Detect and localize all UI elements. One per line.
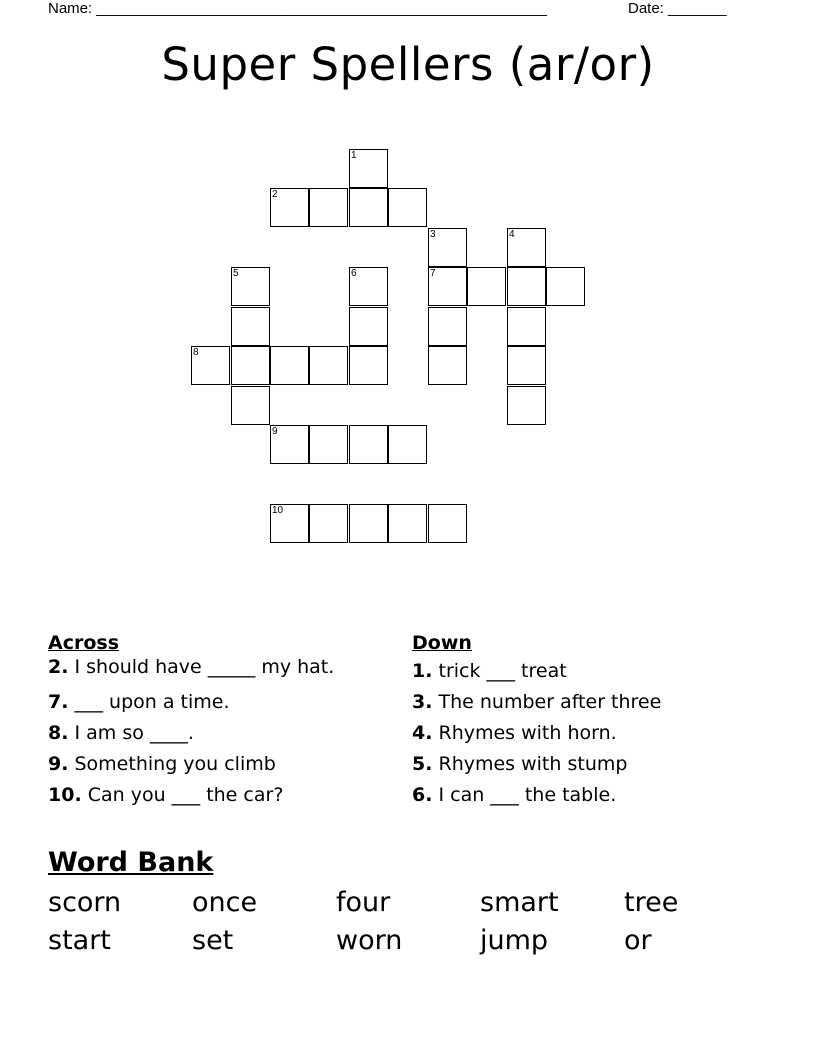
clue-number: 8 [193,347,199,358]
crossword-cell [507,386,546,425]
word-bank-title: Word Bank [48,847,214,878]
clue-text: I am so ____. [68,722,194,744]
word-bank-word: once [192,887,258,918]
clue-number: 5 [233,268,239,279]
clue-number: 9 [272,426,278,437]
word-bank-word: start [48,925,111,956]
crossword-cell [309,425,348,464]
word-bank [48,884,768,960]
across-clues [48,630,358,811]
clue-number-label: 7. [48,691,69,713]
crossword-cell [507,307,546,346]
name-field-label: Name: ______________________________________________________ [48,0,547,17]
crossword-cell [507,346,546,385]
clue-across-8 [48,718,358,749]
clue-number-label: 10. [48,784,82,806]
crossword-cell [388,188,427,227]
crossword-cell [270,346,309,385]
clue-across-9 [48,749,358,780]
down-heading: Down [412,632,472,654]
word-bank-word: set [192,925,234,956]
clue-text: Something you climb [68,753,276,775]
page-title: Super Spellers (ar/or) [161,38,655,91]
crossword-cell [231,307,270,346]
clue-number-label: 4. [412,722,433,744]
crossword-cell [349,307,388,346]
clue-number-label: 8. [48,722,69,744]
clue-text: I can ___ the table. [432,784,617,806]
date-field-label: Date: _______ [628,0,727,17]
word-bank-word: worn [336,925,403,956]
clue-text: ___ upon a time. [68,691,230,713]
crossword-cell [507,228,546,267]
word-bank-word: smart [480,887,559,918]
crossword-cell [507,267,546,306]
crossword-cell [231,386,270,425]
word-bank-row [48,884,768,922]
crossword-cell [270,188,309,227]
clue-number-label: 1. [412,660,433,682]
word-bank-word: jump [480,925,549,956]
clue-number: 6 [351,268,357,279]
crossword-cell [191,346,230,385]
clue-down-5 [412,749,752,780]
crossword-cell [349,267,388,306]
crossword-cell [309,346,348,385]
clue-number: 3 [430,229,436,240]
clue-number: 10 [272,505,284,516]
crossword-cell [428,307,467,346]
crossword-cell [428,346,467,385]
clue-number-label: 6. [412,784,433,806]
clue-text: Can you ___ the car? [81,784,284,806]
crossword-cell [428,228,467,267]
clue-down-3 [412,687,752,718]
word-bank-word: four [336,887,391,918]
clue-number: 7 [430,268,436,279]
clue-number-label: 5. [412,753,433,775]
word-bank-row [48,922,768,960]
crossword-cell [428,267,467,306]
crossword-cell [309,188,348,227]
clue-down-1 [412,656,752,687]
clue-text: I should have _____ my hat. [68,656,335,678]
crossword-cell [467,267,506,306]
crossword-cell [309,504,348,543]
crossword-cell [546,267,585,306]
clue-across-10 [48,780,358,811]
clue-across-7 [48,687,358,718]
across-heading: Across [48,632,120,654]
crossword-cell [349,188,388,227]
crossword-cell [270,504,309,543]
crossword-cell [349,425,388,464]
clue-across-2 [48,656,358,687]
crossword-cell [428,504,467,543]
clue-text: Rhymes with stump [432,753,628,775]
clue-down-6 [412,780,752,811]
clue-number: 2 [272,189,278,200]
clue-text: Rhymes with horn. [432,722,617,744]
crossword-cell [270,425,309,464]
clue-text: trick ___ treat [432,660,567,682]
crossword-cell [349,346,388,385]
crossword-cell [349,504,388,543]
word-bank-word: tree [624,887,679,918]
crossword-cell [231,267,270,306]
down-clues [412,630,752,811]
clue-text: The number after three [432,691,662,713]
word-bank-word: scorn [48,887,122,918]
clue-number: 4 [509,229,515,240]
clue-number-label: 3. [412,691,433,713]
word-bank-word: or [624,925,652,956]
clue-number: 1 [351,150,357,161]
clue-down-4 [412,718,752,749]
crossword-cell [349,149,388,188]
clue-number-label: 2. [48,656,69,678]
clue-number-label: 9. [48,753,69,775]
crossword-cell [388,504,427,543]
crossword-cell [231,346,270,385]
crossword-cell [388,425,427,464]
